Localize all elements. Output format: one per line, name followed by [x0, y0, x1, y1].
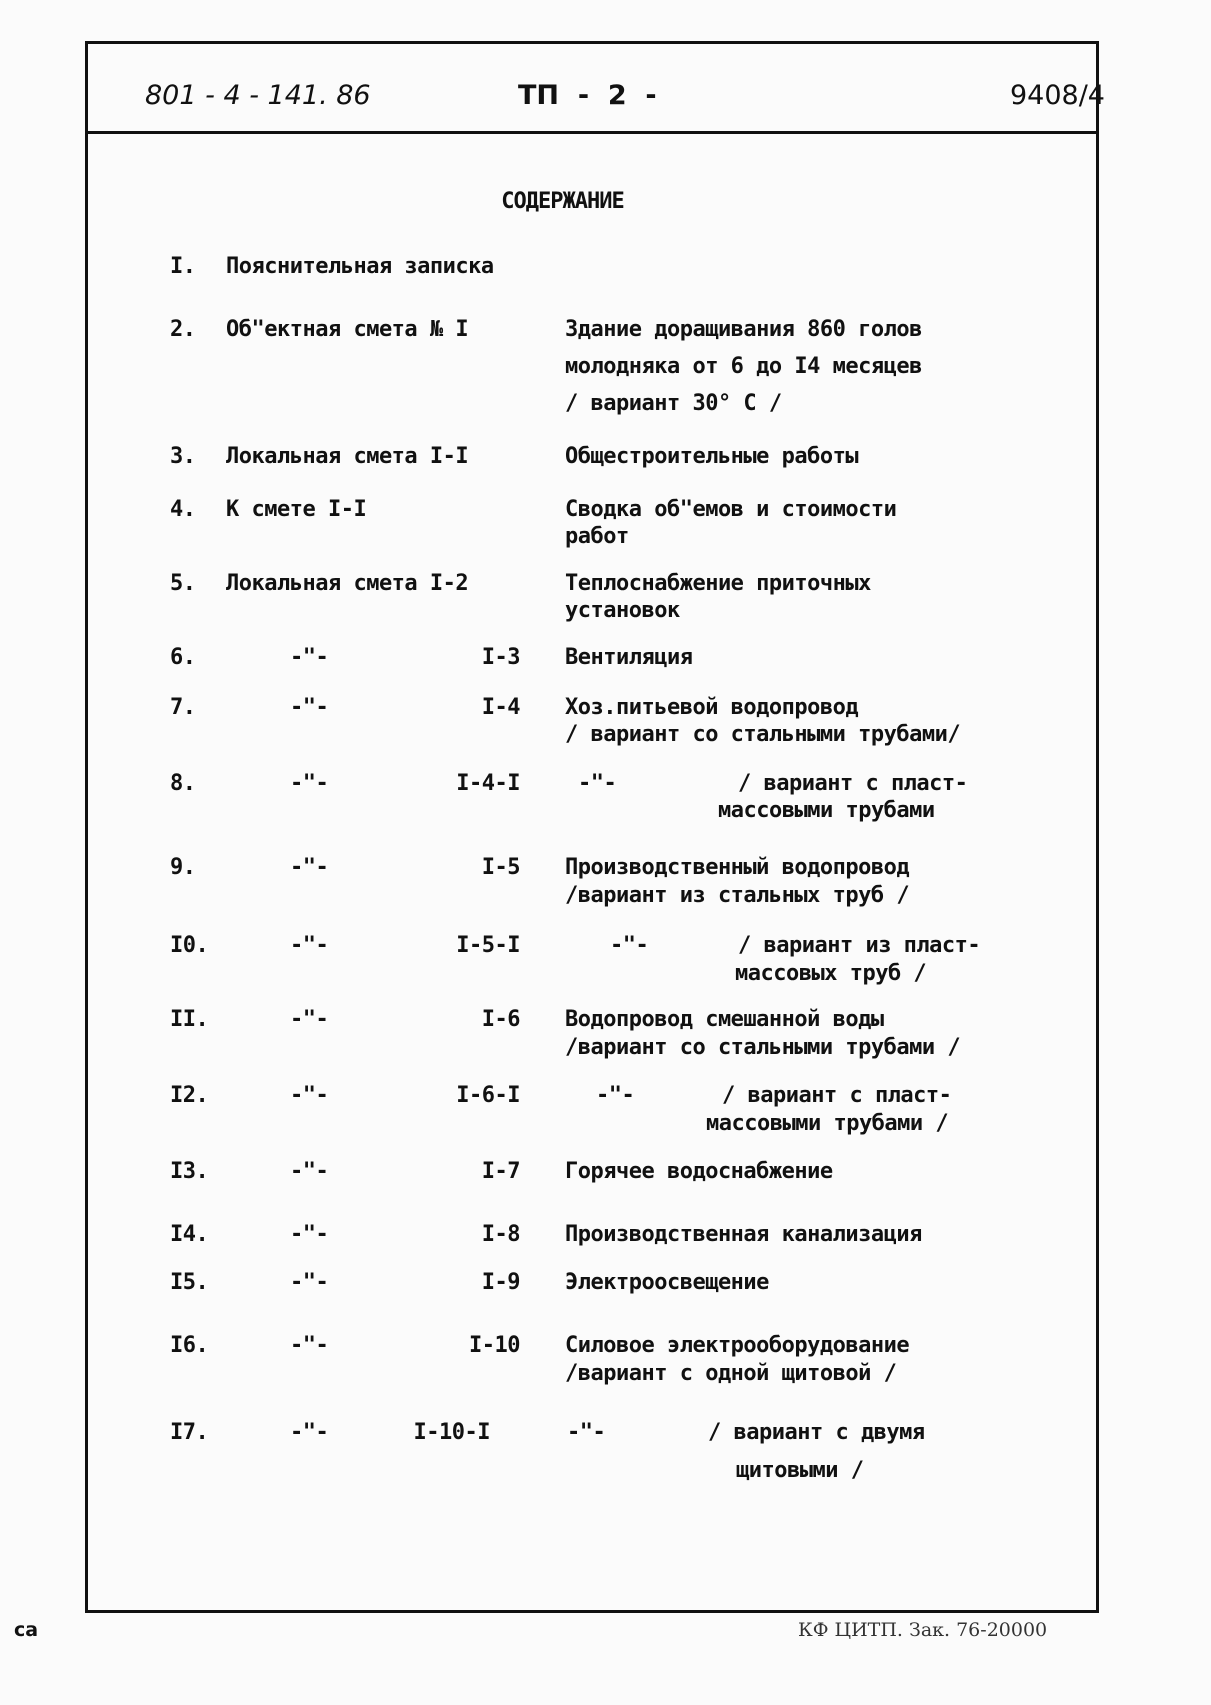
- toc-item-description: Горячее водоснабжение: [565, 1159, 833, 1184]
- toc-item-number: 6.: [170, 645, 196, 670]
- toc-item-description: массовыми трубами: [718, 798, 935, 823]
- toc-item-number: I3.: [170, 1159, 209, 1184]
- toc-item-code: I-6: [481, 1007, 520, 1032]
- toc-item-number: I.: [170, 254, 196, 279]
- toc-item-code: I-5: [481, 855, 520, 880]
- toc-item-number: 9.: [170, 855, 196, 880]
- toc-item-description: щитовыми /: [736, 1458, 864, 1483]
- toc-item-description: Производственный водопровод: [565, 855, 910, 880]
- toc-item-ditto: -"-: [290, 933, 329, 958]
- toc-item-number: 2.: [170, 317, 196, 342]
- toc-item-ditto: -"-: [290, 1222, 329, 1247]
- toc-item-number: 5.: [170, 571, 196, 596]
- page-title: СОДЕРЖАНИЕ: [501, 189, 624, 214]
- toc-item-description: работ: [565, 524, 629, 549]
- toc-item-ditto: -"-: [290, 1270, 329, 1295]
- toc-item-code: I-3: [481, 645, 520, 670]
- toc-item-number: 4.: [170, 497, 196, 522]
- print-info: КФ ЦИТП. Зак. 76-20000: [798, 1619, 1048, 1641]
- toc-item-number: 7.: [170, 695, 196, 720]
- toc-item-code: I-8: [481, 1222, 520, 1247]
- toc-item-description: установок: [565, 598, 680, 623]
- album-number: ТП - 2 -: [518, 80, 657, 111]
- toc-item-description: Силовое электрооборудование: [565, 1333, 910, 1358]
- sheet-number: 9408/4: [1010, 80, 1105, 111]
- toc-item-number: I2.: [170, 1083, 209, 1108]
- toc-item-desc-ditto: -"-: [610, 933, 649, 958]
- toc-item-desc-ditto: -"-: [567, 1420, 606, 1445]
- toc-item-description: /вариант со стальными трубами /: [565, 1035, 961, 1060]
- toc-item-number: I7.: [170, 1420, 209, 1445]
- toc-item-code: I-6-I: [456, 1083, 520, 1108]
- toc-item-description: /вариант из стальных труб /: [565, 883, 910, 908]
- toc-item-description: / вариант 30° С /: [565, 391, 782, 416]
- toc-item-ditto: -"-: [290, 1333, 329, 1358]
- toc-item-ditto: -"-: [290, 1007, 329, 1032]
- toc-item-code: I-10-I: [413, 1420, 490, 1445]
- toc-item-code: I-7: [481, 1159, 520, 1184]
- toc-item-ditto: -"-: [290, 771, 329, 796]
- toc-item-description: / вариант из пласт-: [738, 933, 981, 958]
- toc-item-ditto: -"-: [290, 695, 329, 720]
- toc-item-number: II.: [170, 1007, 209, 1032]
- toc-item-description: / вариант с пласт-: [738, 771, 968, 796]
- toc-item-description: массовых труб /: [735, 961, 927, 986]
- toc-item-ditto: -"-: [290, 1420, 329, 1445]
- margin-mark: са: [14, 1619, 39, 1641]
- toc-item-description: Сводка об"емов и стоимости: [565, 497, 897, 522]
- toc-item-ditto: -"-: [290, 1159, 329, 1184]
- toc-item-desc-ditto: -"-: [578, 771, 617, 796]
- toc-item-description: / вариант с пласт-: [722, 1083, 952, 1108]
- toc-item-number: I0.: [170, 933, 209, 958]
- toc-item-code: I-5-I: [456, 933, 520, 958]
- toc-item-number: I6.: [170, 1333, 209, 1358]
- toc-item-label: Локальная смета I-I: [226, 444, 469, 469]
- toc-item-ditto: -"-: [290, 645, 329, 670]
- toc-item-description: Электроосвещение: [565, 1270, 769, 1295]
- toc-item-description: /вариант с одной щитовой /: [565, 1361, 897, 1386]
- toc-item-description: Хоз.питьевой водопровод: [565, 695, 859, 720]
- toc-item-number: 8.: [170, 771, 196, 796]
- toc-item-code: I-4: [481, 695, 520, 720]
- toc-item-description: Здание доращивания 860 голов: [565, 317, 922, 342]
- toc-item-ditto: -"-: [290, 1083, 329, 1108]
- toc-item-description: / вариант с двумя: [708, 1420, 925, 1445]
- toc-item-description: Теплоснабжение приточных: [565, 571, 871, 596]
- toc-item-description: Водопровод смешанной воды: [565, 1007, 884, 1032]
- toc-item-label: Об"ектная смета № I: [226, 317, 469, 342]
- toc-item-code: I-9: [481, 1270, 520, 1295]
- toc-item-label: Локальная смета I-2: [226, 571, 469, 596]
- toc-item-description: / вариант со стальными трубами/: [565, 722, 961, 747]
- toc-item-desc-ditto: -"-: [596, 1083, 635, 1108]
- toc-item-description: Производственная канализация: [565, 1222, 922, 1247]
- document-code: 801 - 4 - 141. 86: [145, 80, 371, 111]
- header-divider: [85, 131, 1099, 134]
- toc-item-description: Вентиляция: [565, 645, 693, 670]
- toc-item-code: I-10: [469, 1333, 520, 1358]
- toc-item-number: I4.: [170, 1222, 209, 1247]
- toc-item-code: I-4-I: [456, 771, 520, 796]
- toc-item-number: I5.: [170, 1270, 209, 1295]
- toc-item-description: молодняка от 6 до I4 месяцев: [565, 354, 922, 379]
- toc-item-number: 3.: [170, 444, 196, 469]
- toc-item-description: Общестроительные работы: [565, 444, 859, 469]
- toc-item-ditto: -"-: [290, 855, 329, 880]
- toc-item-description: массовыми трубами /: [706, 1111, 949, 1136]
- toc-item-label: Пояснительная записка: [226, 254, 494, 279]
- toc-item-label: К смете I-I: [226, 497, 367, 522]
